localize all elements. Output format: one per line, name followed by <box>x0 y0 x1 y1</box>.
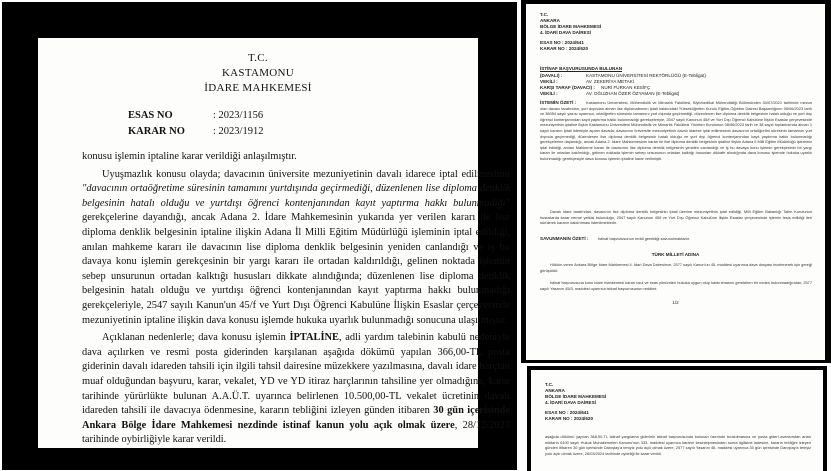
rt-header-dept: 4. İDARİ DAVA DAİRESİ <box>540 30 591 35</box>
rb-decision-text: aşağıda dökümü yapılan 368,90-TL istinaf yargılama giderinin istinaf başvurusunda bulunan üzerinde bırakılmasına ve posta gideri avansından artan miktarın 6100 sayılı Hukuk Muhakemeleri Kanunu'nun 333. maddesi uyarınca kararın kesinleşmesinden sonra ilgilisine iadesine, kararın tebliğini izleyen günden itibaren 30 gün içerisinde Danıştay'a temyiz yolu açık olmak üzere, 2577 sayılı Yasanın 46. maddesi uyarınca 30 gün içerisinde Danıştay'a temyiz yolu açık olmak üzere, 26/03/2024 tarihinde oybirliği ile karar verildi. <box>545 434 811 456</box>
rt-party-label: KARŞI TARAF (DAVACI) : <box>540 85 595 90</box>
rt-party-value: AV. OĞUZHAN ÖZER ÖZYAMAN (E-Tebligat) <box>586 91 680 96</box>
rt-party-value: KASTAMONU ÜNİVERSİTESİ REKTÖRLÜĞÜ (E-Tebligat) <box>586 73 706 78</box>
rt-summary-label: İSTEMİN ÖZETİ : <box>540 100 577 105</box>
rb-header-dept: 4. İDARİ DAVA DAİRESİ <box>545 400 596 405</box>
karar-value: : 2023/1912 <box>213 126 264 137</box>
rt-karar: KARAR NO : 2024/620 <box>540 46 588 51</box>
rt-party-label: VEKİLİ : <box>540 91 558 96</box>
rt-party-label: VEKİLİ : <box>540 79 558 84</box>
right-top-document-panel <box>521 0 831 363</box>
rb-header-city: ANKARA <box>545 388 565 393</box>
rt-summary-text-2: Davalı idare tarafından, davacının lise diploma denklik belgesinin iptali üzerine mezuniyetinin iptal edildiği, Milli Eğitim Bakanlığı Talim Kurulunun hususlarda karar verme yetkisi bulunduğu, 2547 sayılı Kanunun 45/f ve Yurt Dışı Öğrenci Kabulüne İlişkin Esaslar çerçevesinde işlemin tesis edildiği ileri sürülerek kararın kaldırılması istenilmektedir. <box>540 209 812 226</box>
esas-value: : 2023/1156 <box>213 110 264 121</box>
rt-esas: ESAS NO : 2024/641 <box>540 40 584 45</box>
rt-defense-label: SAVUNMANIN ÖZETİ : <box>540 236 589 241</box>
rt-party-value: NURİ FURKAN KESİFÇ <box>601 85 651 90</box>
paragraph-judgment: Açıklanan nedenlerle; dava konusu işlemin İPTALİNE, adli yardım talebinin kabulü nedeniyle dava açılırken ve resmi posta giderinden karşılanan aşağıda dökümü yapılan 366,00-TL posta giderinin davalı idareden tahsili için ilgili tahsil dairesine müzekkere yazılmasına, davalı idare harçtan muaf olduğundan başvuru, karar, vekalet, YD ve YD itiraz harçlarının tahsiline yer olmadığına, karar tarihinde yürürlükte bulunan A.A.Ü.T. uyarınca belirlenen 10.500,00-TL vekalet ücretinin davalı idareden tahsili ile davacıya ödenmesine, kararın tebliğini izleyen günden itibaren 30 gün içerisinde Ankara Bölge İdare Mahkemesi nezdinde istinaf kanun yolu açık olmak üzere, 28/12/2023 tarihinde oybirliğiyle karar verildi. <box>82 332 510 446</box>
rt-summary-text: Kastamonu Üniversitesi, Mühendislik ve Mimarlık Fakültesi, Biyomedikal Mühendisliği Bölümünden 30/07/2021 tarihinde mezun olan davacı tarafından, yurt dışından alınan lise diplomalarının iptali hakkındaki Yükseköğretim Kurulu Eğitim-Öğretim Dairesi Başkanlığının 05/06/2023 tarih ve 38054 sayılı yazısı uyarınca, ortaöğretim süresinin tamamını yurt dışında geçirmediği, düzenlenen lise diploma denklik belgesinin hatalı olduğu ve yurt dışı öğrenci kontenjanından kayıt yaptırma hakkı bulunmadığı gerekçeleriyle, 2547 sayılı Kanunun 45/f ve Yurt Dışı Öğrenci Kabulüne İlişkin Esaslar çerçevesinde mezuniyetinin iptaline ilişkin Kastamonu Üniversitesi Mühendislik ve Mimarlık Fakültesi Yönetim Kurulunun 08/06/2023 tarih ve 38 sayılı toplantısında alınan 1 sayılı kararın iptali istemiyle açılan davada; davacının üniversite mezuniyetinin davalı idarece iptal edilmesinin davacının ortaöğretim süresinin tamamını yurt dışında geçirmediği, düzenlenen lise diploma denklik belgesinin hatalı olduğu ve yurt dışı öğrenci kontenjanından kayıt yaptırma hakkı bulunmadığı gerekçelerine dayandığı, ancak Adana 2. İdare Mahkemesinin kararı ile lise diploma denklik belgesinin iptaline ilişkin Adana İl Milli Eğitim Müdürlüğü işleminin iptal edildiği, anılan Mahkeme kararı ile davacının lise diploma denklik belgesinin yeniden canlandığı ve iş bu davaya konu işlemin gerekçesinin bir yargı kararı ile ortadan kaldırıldığı, gelinen noktada işlemin sebep unsurunun ortadan kalktığı hususları dikkate alındığında dava konusu işlemde hukuka uyarlık bulunmadığı gerekçesiyle dava konusu işlemin iptaline karar verilmiştir. <box>540 100 812 161</box>
appeal-decision-page-2 <box>531 370 823 471</box>
karar-label: KARAR NO <box>128 126 185 137</box>
header-tc: T.C. <box>248 52 268 64</box>
rt-header-tc: T.C. <box>540 12 549 17</box>
header-city: KASTAMONU <box>221 67 295 79</box>
header-court: İDARE MAHKEMESİ <box>204 82 312 94</box>
left-document-panel <box>2 2 517 470</box>
rb-karar: KARAR NO : 2024/620 <box>545 416 593 421</box>
paragraph-dispute: Uyuşmazlık konusu olayda; davacının üniversite mezuniyetinin davalı idarece iptal edilmesinin "davacının ortaöğretime süresinin tamamını yurtdışında geçirmediği, düzenlenen lise diploma denklik belgesinin hatalı olduğu ve yurtdışı öğrenci kontenjanından kayıt yaptırma hakkı bulunmadığı" gerekçelerine dayandığı, ancak Adana 2. İdare Mahkemesinin yukarıda yer verilen kararı ile lise diploma denklik belgesinin iptaline ilişkin Adana İl Milli Eğitim Müdürlüğü işleminin iptal edildiği, anılan mahkeme kararı ile davacının lise diploma denklik belgesinin yeniden canlandığı ve iş bu davaya konu işlemin gerekçesinin bir yargı kararı ile ortadan kaldırıldığı, gelinen noktada işlemin sebep unsurunun ortadan kalktığı hususları dikkate alındığında; düzenlenen lise diploma denklik belgesinin hatalı olduğu ve yurtdışı öğrenci kontenjanından kayıt yaptırma hakkı bulunmadığı gerekçeleriyle, 2547 sayılı Kanun'un 45/f ve Yurt Dışı Öğrenci Kabulüne İlişkin Esaslar çerçevesinde mezuniyetinin iptaline ilişkin dava konusu işlemde hukuka uyarlık bulunmadığı sonucuna ulaşılmıştır. <box>82 168 510 326</box>
rt-header-city: ANKARA <box>540 18 560 23</box>
rt-decision-text-2: İstinaf başvurusuna konu idare mahkemesi kararı usul ve esas yönünden hukuka uygun olup kaldırılmasını gerektiren bir neden bulunmadığından, 2577 sayılı Yasanın 45/3. maddesi uyarınca istinaf başvurusunun reddine. <box>540 280 812 291</box>
rt-defense-text: İstinaf başvurusunun reddi gerektiği savunulmaktadır. <box>598 236 690 241</box>
rb-header-court: BÖLGE İDARE MAHKEMESİ <box>545 394 607 399</box>
rt-page-number: 1/2 <box>672 300 679 305</box>
court-decision-page-kastamonu <box>38 38 510 448</box>
rt-header-court: BÖLGE İDARE MAHKEMESİ <box>540 24 602 29</box>
rb-esas: ESAS NO : 2024/641 <box>545 410 589 415</box>
esas-label: ESAS NO <box>128 110 173 121</box>
paragraph-intro: konusu işlemin iptaline karar verildiği anlaşılmıştır. <box>82 151 297 162</box>
decision-body <box>82 150 510 448</box>
rt-party-value: AV. ZEKERİYA METAKİ <box>586 79 635 84</box>
appeal-decision-page-1 <box>526 4 825 360</box>
rt-nation-heading: TÜRK MİLLETİ ADINA <box>651 252 700 257</box>
rb-header-tc: T.C. <box>545 382 554 387</box>
right-bottom-document-panel <box>527 366 827 471</box>
rt-decision-text: Hüküm veren Ankara Bölge İdare Mahkemesi 4. İdari Dava Dairesince, 2577 sayılı Kanun'un 45. maddesi uyarınca dava dosyası incelenerek işin gereği görüşüldü: <box>540 262 812 273</box>
rt-section-title: İSTİNAF BAŞVURUSUNDA BULUNAN <box>540 66 623 71</box>
rt-party-label: (DAVALI) : <box>540 73 563 78</box>
